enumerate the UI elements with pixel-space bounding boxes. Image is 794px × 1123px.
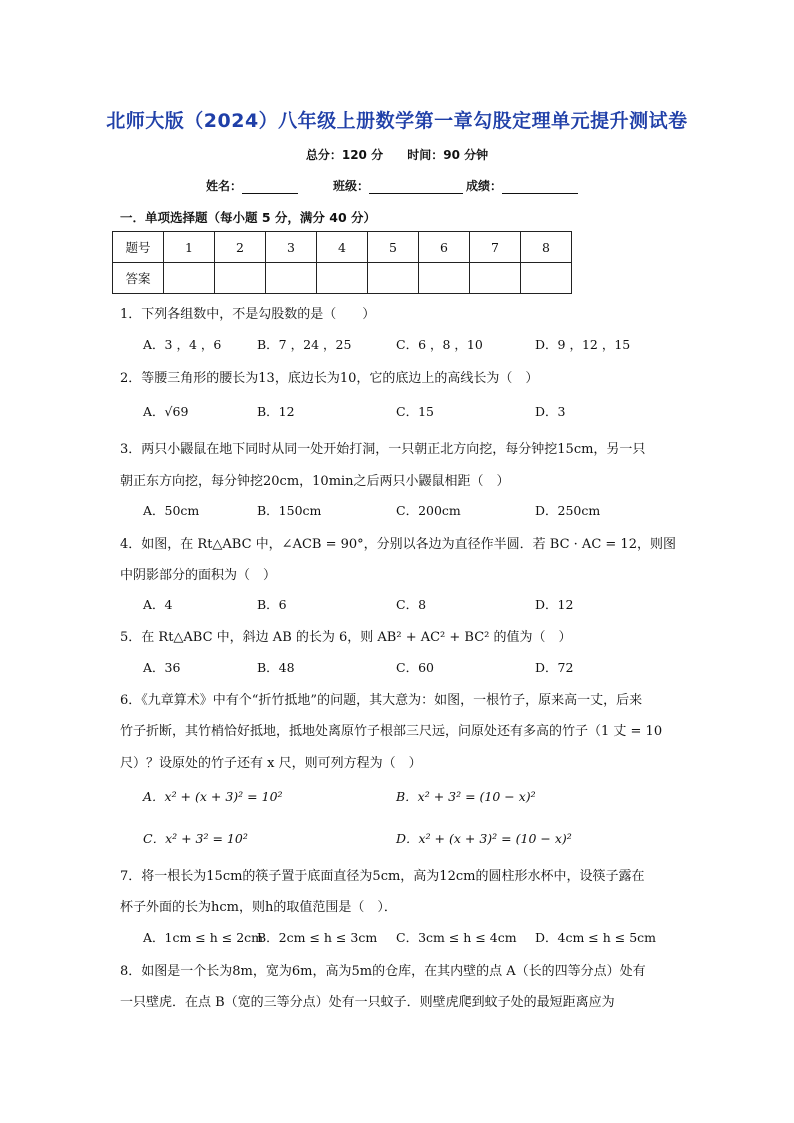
answer-cell[interactable] [266,263,317,294]
page-title: 北师大版（2024）八年级上册数学第一章勾股定理单元提升测试卷 [106,110,688,132]
option-c[interactable]: C．x² + 3² = 10² [143,831,248,846]
result-field[interactable] [466,177,578,194]
option-d[interactable]: D．250cm [535,503,601,518]
answer-cell[interactable] [368,263,419,294]
option-d[interactable]: D．x² + (x + 3)² = (10 − x)² [396,831,572,846]
class-field[interactable] [333,177,463,194]
table-cell-number: 1 [164,232,215,263]
table-row-answers [113,263,572,294]
answer-table [112,231,572,294]
answer-cell[interactable] [215,263,266,294]
question-6-cont: 竹子折断，其竹梢恰好抵地，抵地处离原竹子根部三尺远，问原处还有多高的竹子（1 丈 = 10 [120,724,663,739]
question-1: 1．下列各组数中，不是勾股数的是（ ） [120,307,376,322]
option-b[interactable]: B．48 [257,660,295,675]
option-d[interactable]: D．12 [535,597,574,612]
section-heading: 一．单项选择题（每小题 5 分，满分 40 分） [120,210,377,225]
option-a[interactable]: A．x² + (x + 3)² = 10² [143,789,283,804]
option-d[interactable]: D．3 [535,404,566,419]
option-b[interactable]: B．x² + 3² = (10 − x)² [396,789,536,804]
option-d[interactable]: D．72 [535,660,574,675]
question-4: 4．如图，在 Rt△ABC 中，∠ACB = 90°，分别以各边为直径作半圆．若 BC · AC = 12，则图 [120,537,676,552]
class-blank[interactable] [369,179,463,194]
total-score: 总分：120 分 [305,148,384,162]
question-8-cont: 一只壁虎．在点 B（宽的三等分点）处有一只蚊子．则壁虎爬到蚊子处的最短距离应为 [120,995,615,1010]
question-3: 3．两只小鼹鼠在地下同时从同一处开始打洞，一只朝正北方向挖，每分钟挖15cm，另一只 [120,442,646,457]
option-c[interactable]: C．6 ，8 ，10 [396,337,483,352]
question-8: 8．如图是一个长为8m，宽为6m，高为5m的仓库，在其内壁的点 A（长的四等分点）处有 [120,964,646,979]
option-c[interactable]: C．8 [396,597,427,612]
option-a[interactable]: A．1cm ≤ h ≤ 2cm [143,930,264,945]
option-c[interactable]: C．3cm ≤ h ≤ 4cm [396,930,517,945]
option-b[interactable]: B．6 [257,597,287,612]
option-a[interactable]: A．√69 [143,404,189,419]
table-cell-number: 2 [215,232,266,263]
table-cell-number: 3 [266,232,317,263]
table-cell-number: 8 [521,232,572,263]
question-6-cont2: 尺）？设原处的竹子还有 x 尺，则可列方程为（ ） [120,756,422,771]
answer-cell[interactable] [317,263,368,294]
option-a[interactable]: A．3 ，4 ，6 [143,337,222,352]
class-label: 班级： [333,179,370,193]
answer-cell[interactable] [521,263,572,294]
question-4-cont: 中阴影部分的面积为（ ） [120,568,277,583]
option-c[interactable]: C．200cm [396,503,461,518]
name-label: 姓名： [206,179,243,193]
answer-cell[interactable] [470,263,521,294]
option-c[interactable]: C．60 [396,660,434,675]
option-c[interactable]: C．15 [396,404,434,419]
option-b[interactable]: B．150cm [257,503,322,518]
exam-meta [0,146,794,163]
result-blank[interactable] [502,179,578,194]
exam-time: 时间：90 分钟 [407,148,489,162]
table-row-label: 答案 [113,263,164,294]
question-7-cont: 杯子外面的长为hcm，则h的取值范围是（ ）． [120,900,397,915]
answer-cell[interactable] [419,263,470,294]
name-blank[interactable] [242,179,298,194]
option-d[interactable]: D．4cm ≤ h ≤ 5cm [535,930,657,945]
table-cell-number: 6 [419,232,470,263]
question-2: 2．等腰三角形的腰长为13，底边长为10，它的底边上的高线长为（ ） [120,371,539,386]
option-a[interactable]: A．4 [143,597,173,612]
table-row-label: 题号 [113,232,164,263]
table-cell-number: 7 [470,232,521,263]
option-b[interactable]: B．2cm ≤ h ≤ 3cm [257,930,378,945]
name-field[interactable] [206,177,298,194]
table-row-numbers [113,232,572,263]
answer-cell[interactable] [164,263,215,294]
question-6: 6．《九章算术》中有个“折竹抵地”的问题，其大意为：如图，一根竹子，原来高一丈，后来 [120,693,643,708]
table-cell-number: 4 [317,232,368,263]
option-b[interactable]: B．12 [257,404,295,419]
option-a[interactable]: A．36 [143,660,181,675]
result-label: 成绩： [466,179,503,193]
option-d[interactable]: D．9 ，12 ，15 [535,337,631,352]
question-7: 7．将一根长为15cm的筷子置于底面直径为5cm，高为12cm的圆柱形水杯中，设筷子露在 [120,869,645,884]
question-5: 5．在 Rt△ABC 中，斜边 AB 的长为 6，则 AB² + AC² + BC² 的值为（ ） [120,630,572,645]
question-3-cont: 朝正东方向挖，每分钟挖20cm，10min之后两只小鼹鼠相距（ ） [120,474,510,489]
option-b[interactable]: B．7 ，24 ，25 [257,337,352,352]
option-a[interactable]: A．50cm [143,503,200,518]
table-cell-number: 5 [368,232,419,263]
